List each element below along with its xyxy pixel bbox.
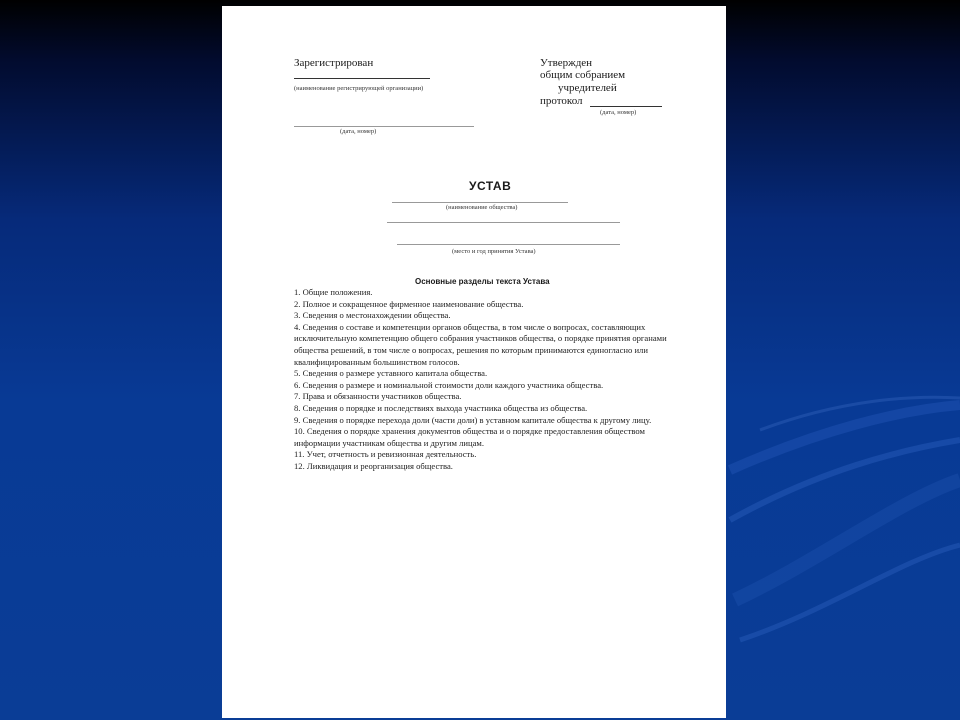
document-page (222, 6, 726, 718)
charter-place-caption: (место и год принятия Устава) (452, 248, 536, 255)
charter-name-line-2 (387, 222, 620, 223)
registered-org-caption: (наименование регистрирующей организации) (294, 85, 424, 92)
sections-list (294, 287, 682, 473)
section-item: 3. Сведения о местонахождении общества. (294, 310, 451, 321)
approved-line4: протокол (540, 95, 583, 107)
section-item: 5. Сведения о размере уставного капитала общества. (294, 368, 488, 379)
section-item: 2. Полное и сокращенное фирменное наименование общества. (294, 298, 524, 309)
charter-place-line (397, 244, 620, 245)
section-item: 7. Права и обязанности участников общества. (294, 391, 462, 402)
approved-line1: Утвержден (540, 57, 593, 69)
registered-date-line (294, 126, 474, 127)
registered-org-line (294, 78, 430, 79)
section-item: 12. Ликвидация и реорганизация общества. (294, 460, 453, 471)
approved-line2: общим собранием (540, 69, 626, 81)
section-item: 10. Сведения о порядке хранения документов общества и о порядке предоставления обществом информации участникам общества и другим лицам. (294, 426, 645, 448)
section-item: 4. Сведения о составе и компетенции органов общества, в том числе о вопросах, составляющих исключительную компетенцию общего собрания участников общества, о порядке принятия органами общества решений, в том числе о вопросах, решения по которым принимаются единогласно или квалифицированным большинством голосов. (294, 321, 667, 367)
charter-name-caption: (наименование общества) (446, 204, 518, 211)
registered-date-caption: (дата, номер) (340, 128, 377, 135)
section-item: 1. Общие положения. (294, 287, 373, 297)
approved-date-caption: (дата, номер) (600, 109, 637, 116)
approved-protocol-line (590, 106, 662, 107)
charter-name-line (392, 202, 568, 203)
approved-line3: учредителей (558, 82, 617, 94)
section-item: 6. Сведения о размере и номинальной стоимости доли каждого участника общества. (294, 379, 604, 390)
charter-title: УСТАВ (469, 179, 512, 193)
registered-label: Зарегистрирован (294, 57, 374, 69)
sections-heading: Основные разделы текста Устава (415, 277, 550, 286)
section-item: 11. Учет, отчетность и ревизионная деятельность. (294, 449, 477, 460)
section-item: 8. Сведения о порядке и последствиях выхода участника общества из общества. (294, 402, 588, 413)
section-item: 9. Сведения о порядке перехода доли (части доли) в уставном капитале общества к другому лицу. (294, 414, 652, 425)
